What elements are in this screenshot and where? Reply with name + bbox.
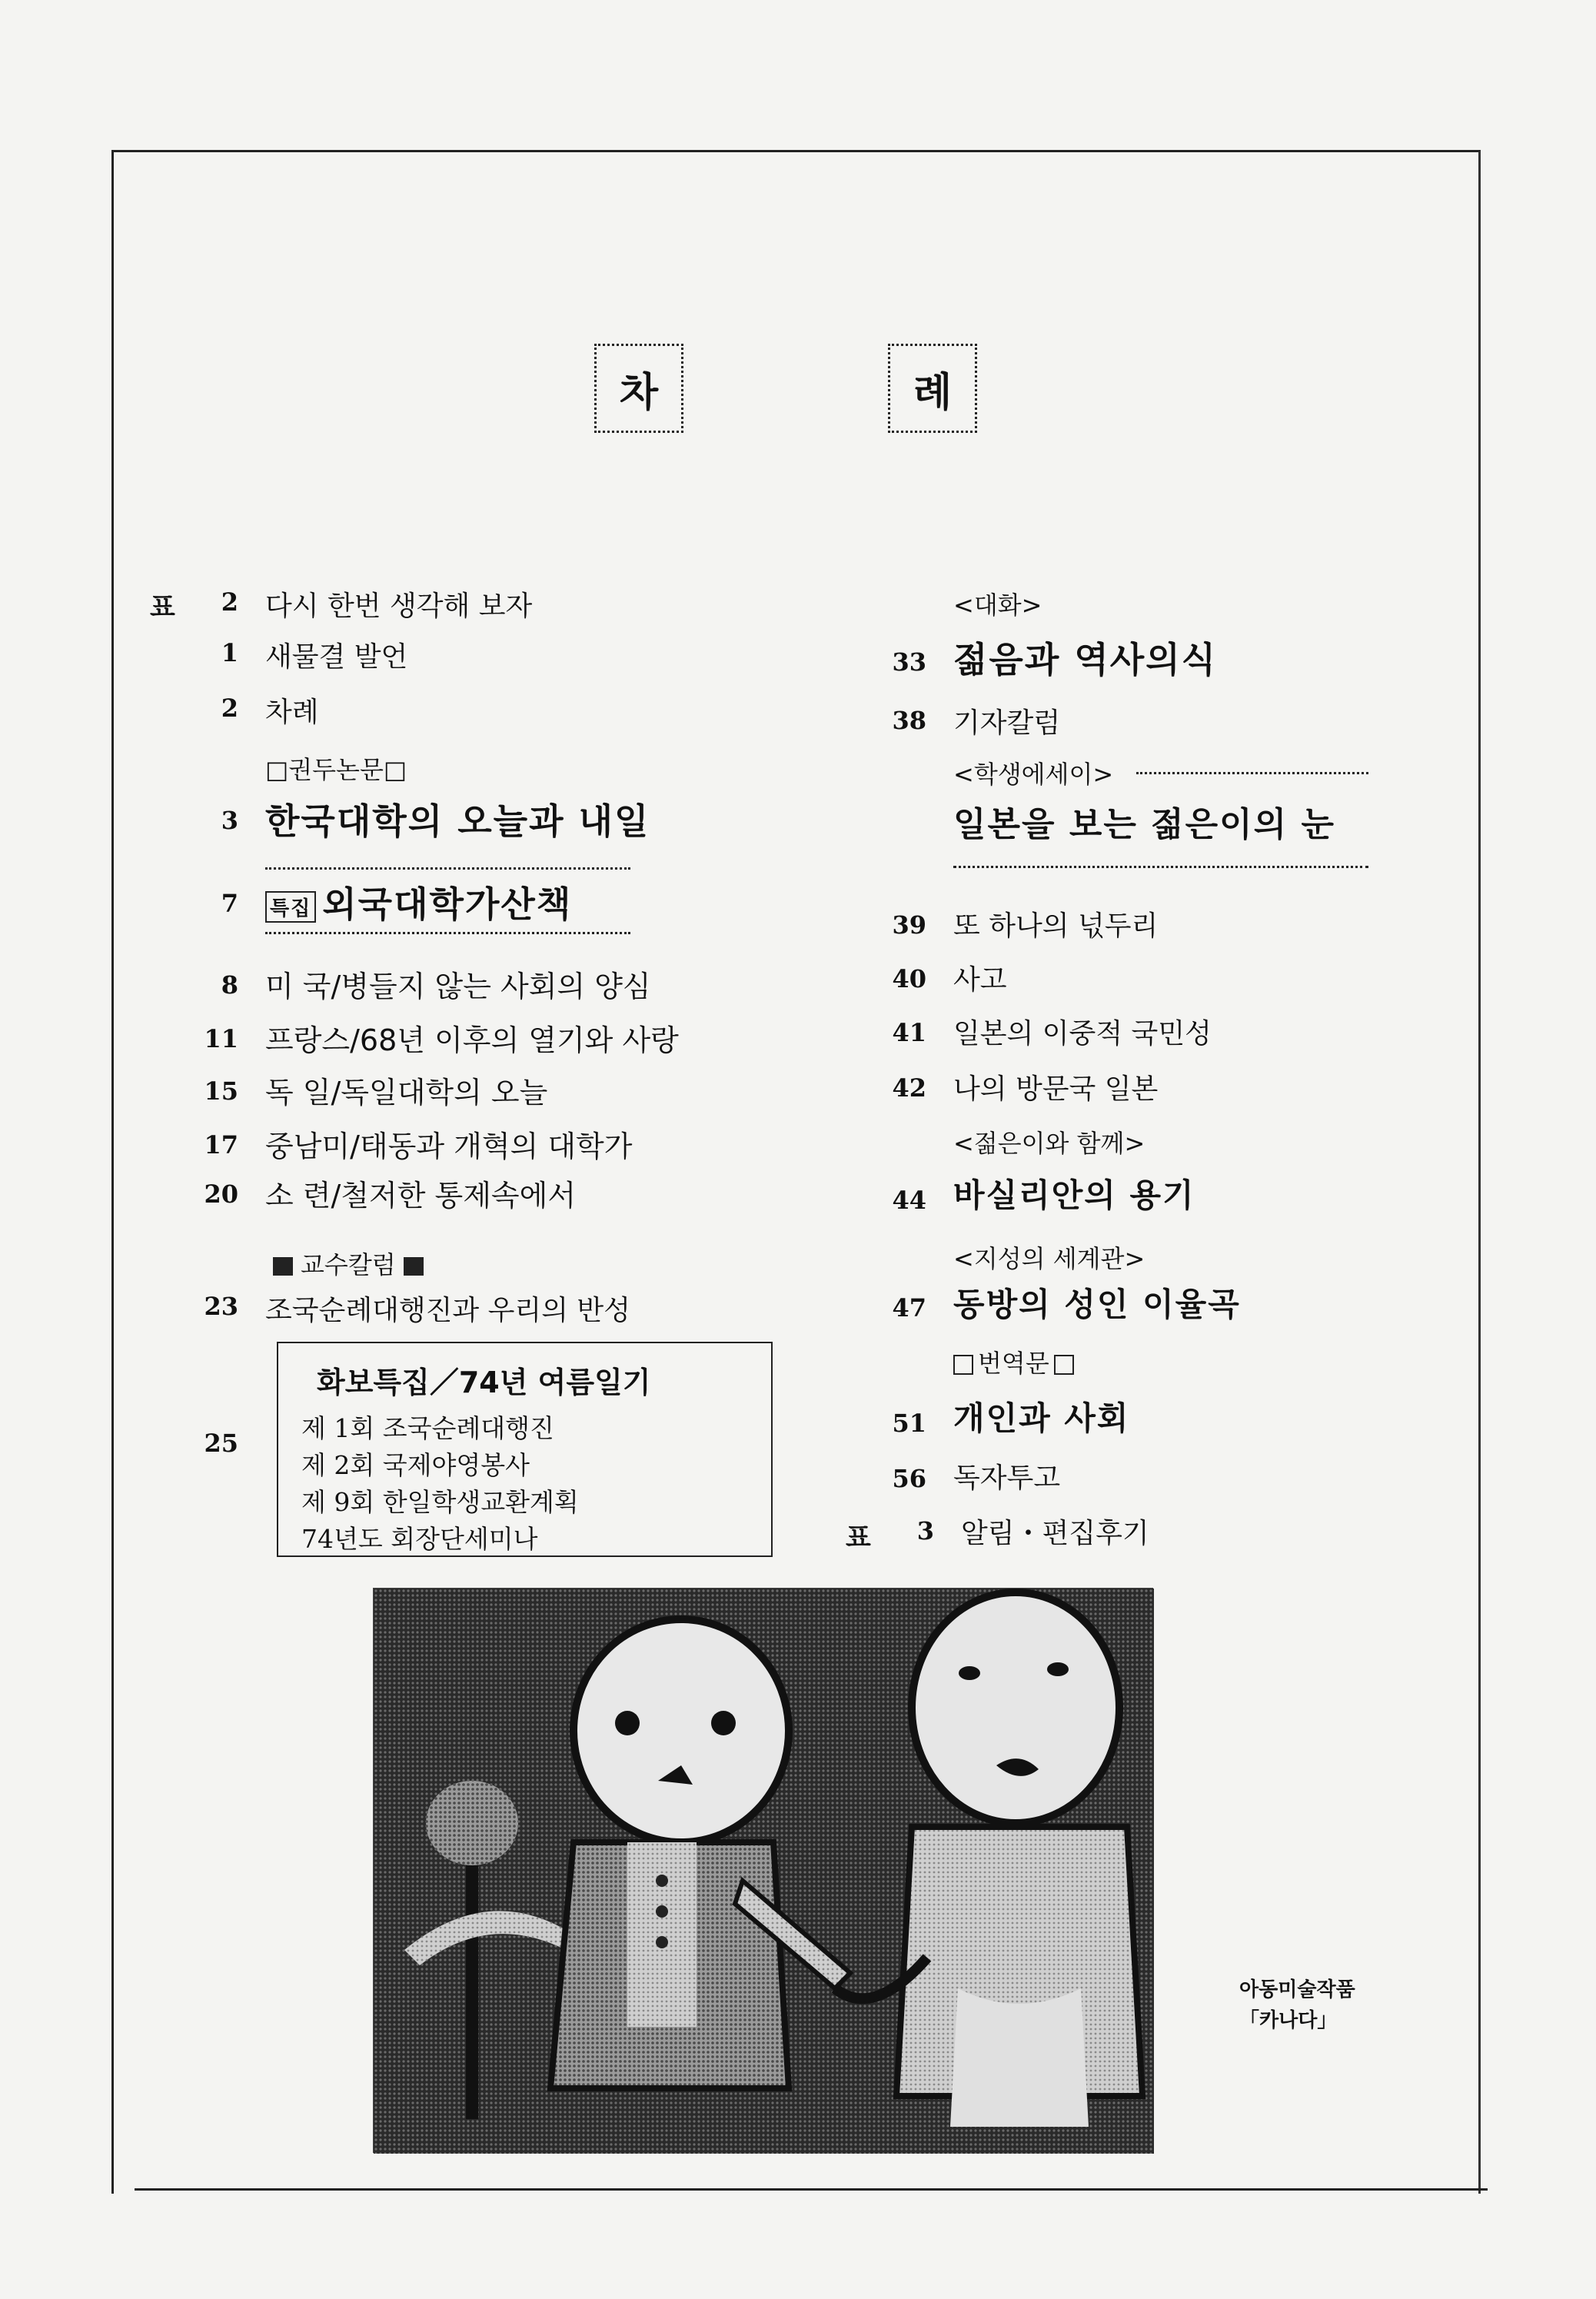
childrens-artwork-photo bbox=[373, 1588, 1153, 2153]
caption-line-2: 「카나다」 bbox=[1239, 2009, 1338, 2032]
entry-title: 새물결 발언 bbox=[265, 641, 408, 673]
page-number: 51 bbox=[892, 1409, 926, 1438]
entry-title: 차례 bbox=[265, 697, 319, 728]
page-number: 42 bbox=[892, 1073, 926, 1103]
entry-title: 미 국/병들지 않는 사회의 양심 bbox=[265, 970, 651, 1003]
dotted-rule bbox=[265, 932, 630, 934]
page-number: 38 bbox=[892, 706, 926, 735]
feature-item: 제 9회 한일학생교환계획 bbox=[301, 1487, 579, 1517]
special-title: 외국대학가산책 bbox=[322, 883, 573, 925]
page-number: 1 bbox=[221, 638, 238, 667]
artwork-image bbox=[374, 1589, 1154, 2154]
block-mark bbox=[404, 1257, 424, 1276]
square-mark bbox=[1054, 1355, 1074, 1375]
feature-title: 화보특집／74년 여름일기 bbox=[317, 1366, 651, 1399]
page-number: 25 bbox=[204, 1429, 238, 1458]
title-char-1: 차 bbox=[594, 344, 683, 433]
section-label: <젊은이와 함께> bbox=[953, 1129, 1145, 1158]
feature-item: 제 1회 조국순례대행진 bbox=[301, 1413, 554, 1443]
feature-item: 제 2회 국제야영봉사 bbox=[301, 1450, 530, 1480]
section-label: <대화> bbox=[953, 591, 1042, 620]
section-label: 교수칼럼 bbox=[301, 1250, 396, 1279]
entry-title: 나의 방문국 일본 bbox=[953, 1073, 1159, 1105]
cover-prefix: 표 bbox=[150, 592, 175, 623]
section-label-text: <학생에세이> bbox=[953, 760, 1114, 789]
photo-feature-box[interactable] bbox=[277, 1342, 773, 1557]
page-number: 20 bbox=[204, 1179, 238, 1209]
page-number: 47 bbox=[892, 1293, 926, 1323]
page-number: 33 bbox=[892, 647, 926, 677]
page-number: 8 bbox=[221, 970, 238, 1000]
entry-title: 독자투고 bbox=[953, 1462, 1061, 1494]
photo-caption bbox=[1239, 1975, 1355, 2036]
page-frame-bottom bbox=[135, 2188, 1488, 2191]
page-number: 3 bbox=[916, 1516, 934, 1545]
entry-title: 또 하나의 넋두리 bbox=[953, 910, 1159, 942]
title-char-2: 례 bbox=[888, 344, 977, 433]
caption-line-1: 아동미술작품 bbox=[1239, 1978, 1355, 2001]
page-number: 56 bbox=[892, 1464, 926, 1493]
page-number: 41 bbox=[892, 1018, 926, 1047]
section-label-translation bbox=[953, 1344, 1079, 1379]
page-number: 17 bbox=[204, 1130, 238, 1159]
entry-title: 젊음과 역사의식 bbox=[953, 639, 1218, 680]
page-number: 23 bbox=[204, 1292, 238, 1321]
dotted-rule bbox=[953, 866, 1368, 868]
page-number: 2 bbox=[221, 694, 238, 723]
cover-prefix: 표 bbox=[846, 1522, 871, 1553]
block-mark bbox=[273, 1257, 293, 1276]
entry-title: 프랑스/68년 이후의 열기와 사랑 bbox=[265, 1023, 679, 1057]
square-mark bbox=[953, 1355, 973, 1375]
section-label bbox=[953, 755, 1113, 790]
page-number: 11 bbox=[204, 1024, 238, 1053]
page-number: 7 bbox=[221, 889, 238, 918]
entry-title: 개인과 사회 bbox=[953, 1399, 1130, 1437]
dotted-rule bbox=[1136, 772, 1368, 774]
entry-title: 기자칼럼 bbox=[953, 707, 1061, 739]
entry-title bbox=[265, 877, 572, 927]
section-label: <지성의 세계관> bbox=[953, 1244, 1145, 1273]
special-flag: 특집 bbox=[265, 891, 316, 923]
entry-title: 바실리안의 용기 bbox=[953, 1176, 1195, 1214]
entry-title: 일본의 이중적 국민성 bbox=[953, 1018, 1212, 1050]
feature-item: 74년도 회장단세미나 bbox=[301, 1524, 538, 1554]
page-number: 40 bbox=[892, 964, 926, 993]
entry-title: 일본을 보는 젊은이의 눈 bbox=[953, 805, 1335, 844]
page-number: 39 bbox=[892, 910, 926, 940]
page-number: 44 bbox=[892, 1186, 926, 1215]
entry-title: 사고 bbox=[953, 964, 1007, 996]
entry-title: 중남미/태동과 개혁의 대학가 bbox=[265, 1130, 633, 1163]
section-label: 번역문 bbox=[978, 1349, 1049, 1378]
page-number: 2 bbox=[221, 587, 238, 617]
dotted-rule bbox=[265, 867, 630, 870]
entry-title: 소 련/철저한 통제속에서 bbox=[265, 1179, 577, 1213]
entry-title: 알림・편집후기 bbox=[961, 1518, 1149, 1549]
entry-title: 조국순례대행진과 우리의 반성 bbox=[265, 1295, 630, 1326]
entry-title: 다시 한번 생각해 보자 bbox=[265, 591, 533, 622]
page-number: 15 bbox=[204, 1076, 238, 1106]
section-label: □권두논문□ bbox=[265, 755, 407, 784]
section-label-column bbox=[265, 1246, 431, 1281]
page-number: 3 bbox=[221, 806, 238, 835]
entry-title: 한국대학의 오늘과 내일 bbox=[265, 800, 650, 842]
entry-title: 동방의 성인 이율곡 bbox=[953, 1286, 1241, 1323]
entry-title: 독 일/독일대학의 오늘 bbox=[265, 1076, 548, 1110]
